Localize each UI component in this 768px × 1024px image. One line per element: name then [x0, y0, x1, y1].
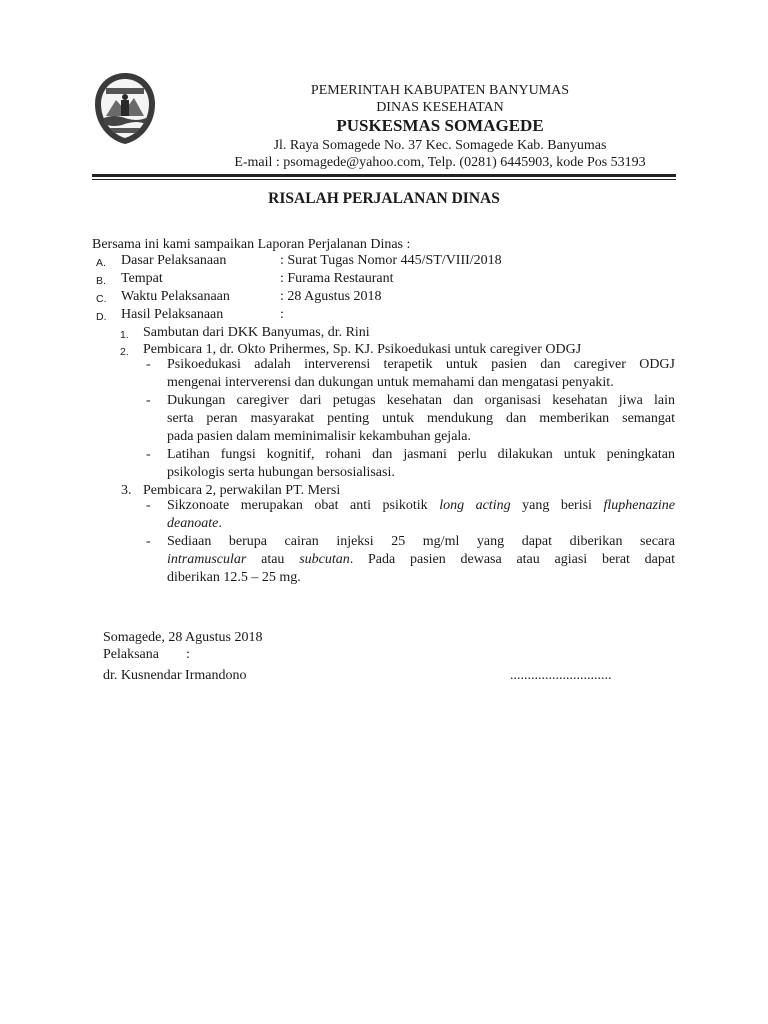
result-number: 3. [121, 483, 132, 498]
field-letter: C. [96, 293, 107, 305]
field-label: Dasar Pelaksanaan [121, 253, 227, 268]
result-item-text: Sambutan dari DKK Banyumas, dr. Rini [143, 325, 370, 340]
signature-line: ............................. [510, 668, 612, 683]
regency-emblem-logo [92, 70, 158, 146]
executor-label: Pelaksana [103, 647, 159, 662]
place-date: Somagede, 28 Agustus 2018 [103, 630, 263, 645]
government-name: PEMERINTAH KABUPATEN BANYUMAS [310, 83, 570, 98]
bullet-dash: - [146, 447, 151, 462]
document-title: RISALAH PERJALANAN DINAS [268, 190, 500, 207]
result-number: 2. [120, 346, 129, 358]
bullet-text-line: pada pasien dalam meminimalisir kekambuhan gejala. [167, 429, 472, 444]
field-letter: A. [96, 257, 106, 269]
field-label: Waktu Pelaksanaan [121, 289, 230, 304]
field-letter: D. [96, 311, 107, 323]
field-label: Hasil Pelaksanaan [121, 307, 224, 322]
field-label: Tempat [121, 271, 163, 286]
bullet-text-line: serta peran masyarakat penting untuk mendukung dan memberikan semangat [167, 411, 675, 426]
bullet-text-line: Sediaan berupa cairan injeksi 25 mg/ml yang dapat diberikan secara [167, 534, 675, 549]
bullet-text-line: intramuscular atau subcutan. Pada pasien dewasa atau agiasi berat dapat [167, 552, 675, 567]
bullet-dash: - [146, 498, 151, 513]
bullet-dash: - [146, 357, 151, 372]
result-item-text: Pembicara 2, perwakilan PT. Mersi [143, 483, 341, 498]
field-value: : Surat Tugas Nomor 445/ST/VIII/2018 [280, 253, 502, 268]
institution-contact: E-mail : psomagede@yahoo.com, Telp. (0281) 6445903, kode Pos 53193 [234, 155, 646, 170]
letterhead-rule-thin [92, 179, 676, 180]
field-value: : Furama Restaurant [280, 271, 394, 286]
field-value: : 28 Agustus 2018 [280, 289, 382, 304]
executor-colon: : [186, 647, 190, 662]
bullet-dash: - [146, 534, 151, 549]
intro-text: Bersama ini kami sampaikan Laporan Perjalanan Dinas : [92, 237, 411, 252]
department-name: DINAS KESEHATAN [376, 100, 504, 115]
bullet-text-line: Latihan fungsi kognitif, rohani dan jasmani perlu dilakukan untuk peningkatan [167, 447, 675, 462]
result-item-text: Pembicara 1, dr. Okto Prihermes, Sp. KJ. Psikoedukasi untuk caregiver ODGJ [143, 342, 582, 357]
letterhead-rule-thick [92, 174, 676, 177]
institution-name: PUSKESMAS SOMAGEDE [336, 116, 544, 135]
bullet-text-line: psikologis serta hubungan bersosialisasi. [167, 465, 395, 480]
bullet-text-line: Dukungan caregiver dari petugas kesehatan dan organisasi kesehatan jiwa lain [167, 393, 675, 408]
bullet-text-line: Sikzonoate merupakan obat anti psikotik long acting yang berisi fluphenazine [167, 498, 675, 513]
field-letter: B. [96, 275, 106, 287]
bullet-text-line: diberikan 12.5 – 25 mg. [167, 570, 301, 585]
bullet-dash: - [146, 393, 151, 408]
bullet-text-line: mengenai interverensi dan dukungan untuk memahami dan mengatasi penyakit. [167, 375, 614, 390]
result-number: 1. [120, 329, 129, 341]
bullet-text-line: deanoate. [167, 516, 222, 531]
executor-name: dr. Kusnendar Irmandono [103, 668, 247, 683]
bullet-text-line: Psikoedukasi adalah interverensi terapetik untuk pasien dan caregiver ODGJ [167, 357, 675, 372]
institution-address: Jl. Raya Somagede No. 37 Kec. Somagede Kab. Banyumas [273, 138, 607, 153]
field-value: : [280, 307, 284, 322]
